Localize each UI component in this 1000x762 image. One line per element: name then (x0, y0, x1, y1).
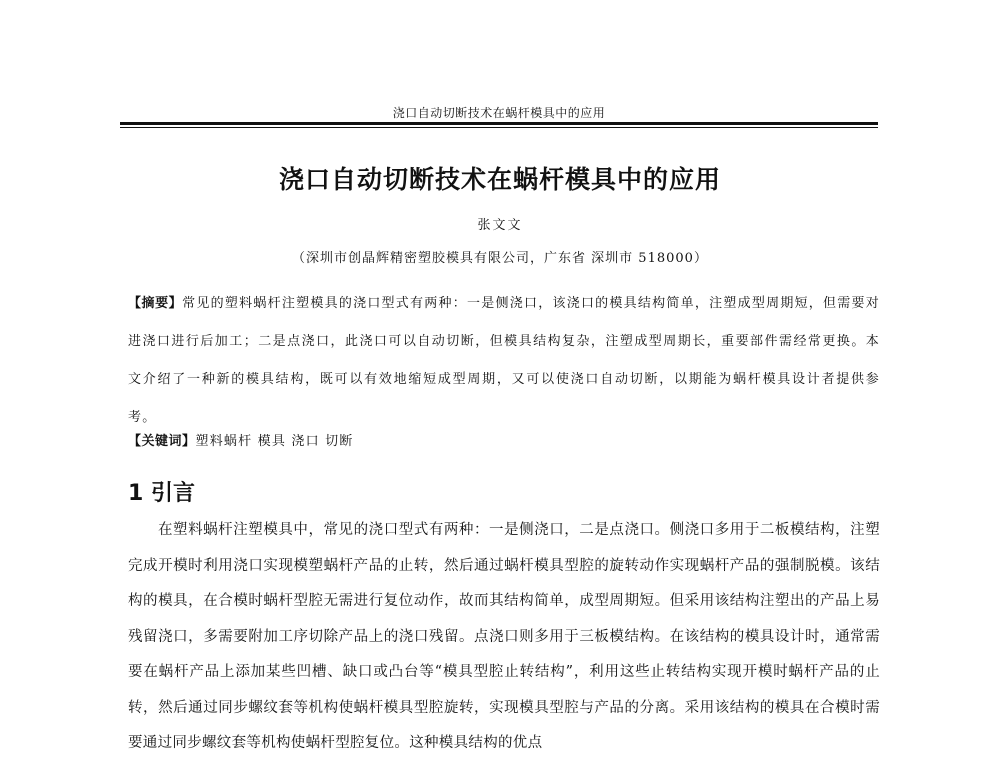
abstract-text: 常见的塑料蜗杆注塑模具的浇口型式有两种：一是侧浇口，该浇口的模具结构简单，注塑成型周期短，但需要对进浇口进行后加工；二是点浇口，此浇口可以自动切断，但模具结构复杂，注塑成型周期长，重要部件需经常更换。本文介绍了一种新的模具结构，既可以有效地缩短成型周期，又可以使浇口自动切断，以期能为蜗杆模具设计者提供参考。 (128, 296, 880, 425)
author: 张文文 (477, 218, 523, 233)
running-header: 浇口自动切断技术在蜗杆模具中的应用 (392, 106, 606, 120)
paper-title: 浇口自动切断技术在蜗杆模具中的应用 (278, 165, 721, 194)
section-heading: 1 引言 (128, 481, 195, 506)
section-paragraph: 在塑料蜗杆注塑模具中，常见的浇口型式有两种：一是侧浇口，二是点浇口。侧浇口多用于二板模结构，注塑完成开模时利用浇口实现模塑蜗杆产品的止转，然后通过蜗杆模具型腔的旋转动作实现蜗杆产品的强制脱模。该结构的模具，在合模时蜗杆型腔无需进行复位动作，故而其结构简单，成型周期短。但采用该结构注塑出的产品上易残留浇口，多需要附加工序切除产品上的浇口残留。点浇口则多用于三板模结构。在该结构的模具设计时，通常需要在蜗杆产品上添加某些凹槽、缺口或凸台等“模具型腔止转结构”，利用这些止转结构实现开模时蜗杆产品的止转，然后通过同步螺纹套等机构使蜗杆模具型腔旋转，实现模具型腔与产品的分离。采用该结构的模具在合模时需要通过同步螺纹套等机构使蜗杆型腔复位。这种模具结构的优点 (128, 522, 880, 751)
header-rule-thin (120, 127, 878, 128)
abstract-label: 【摘要】 (128, 296, 183, 311)
keywords (128, 430, 880, 449)
keywords-label: 【关键词】 (128, 434, 196, 449)
header-rule-thick (120, 122, 878, 125)
abstract (128, 285, 880, 437)
affiliation: （深圳市创晶辉精密塑胶模具有限公司，广东省 深圳市 518000） (292, 251, 708, 266)
keywords-text: 塑料蜗杆 模具 浇口 切断 (195, 434, 354, 449)
